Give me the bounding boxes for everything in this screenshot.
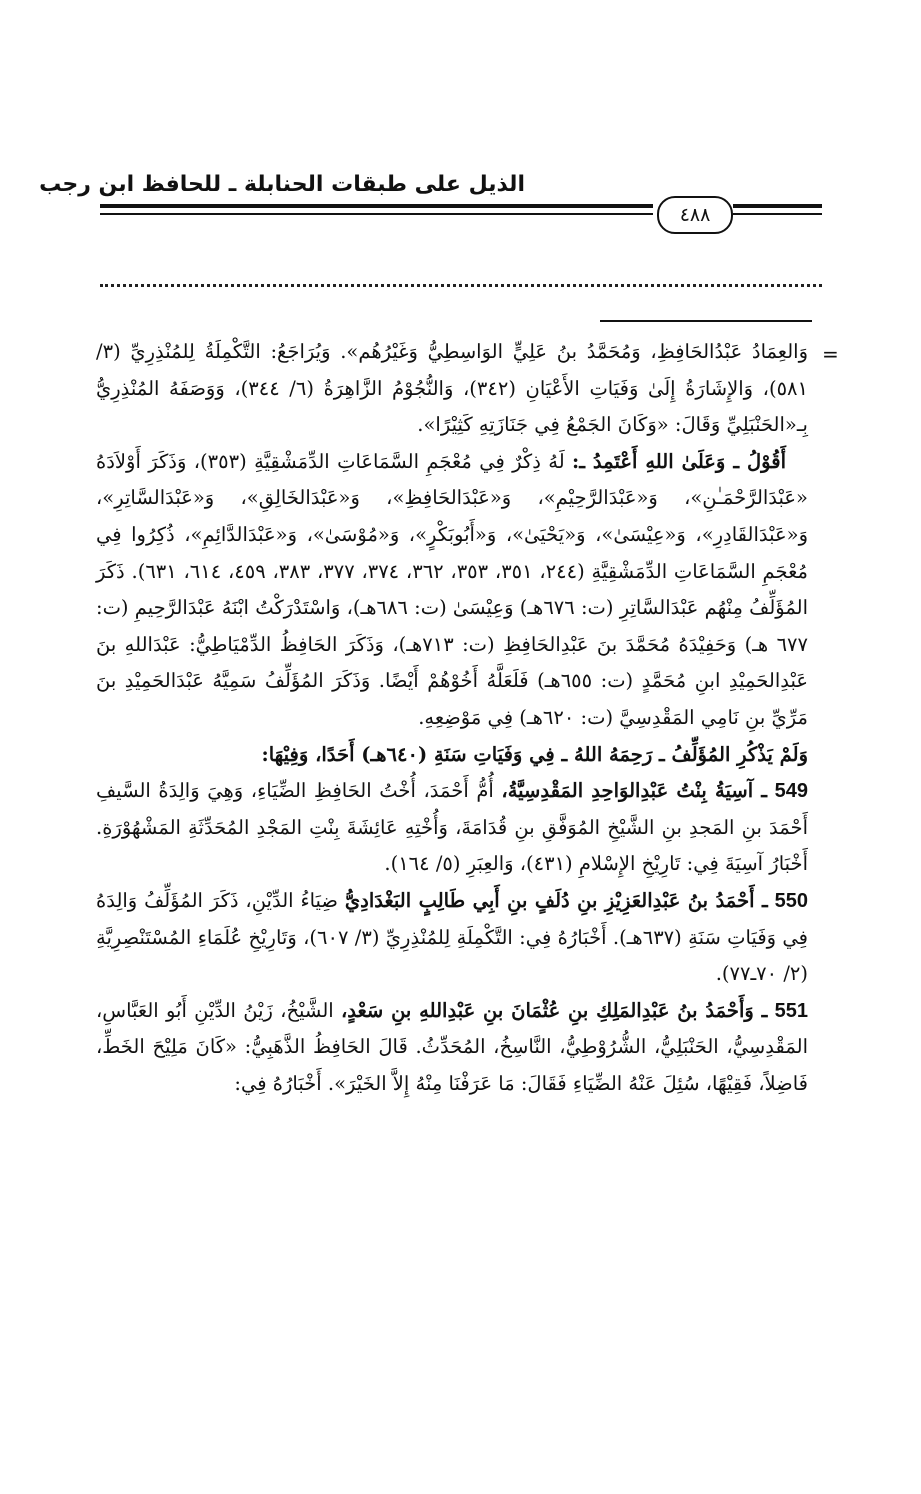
entry-549 bbox=[96, 773, 808, 883]
entry-550 bbox=[96, 883, 808, 993]
continuation-marker: = bbox=[822, 342, 839, 366]
header-rule-right-thin bbox=[733, 213, 822, 215]
entry-number: 551 bbox=[774, 999, 808, 1022]
entry-551 bbox=[96, 993, 808, 1103]
footnote-divider bbox=[600, 320, 812, 322]
dotted-separator bbox=[100, 284, 822, 287]
entry-text: ضِيَاءُ الدِّيْنِ، ذَكَرَ المُؤَلِّفُ وَالِدَهُ فِي وَفَيَاتِ سَنَةِ (٦٣٧هـ). أَخْبَارُهُ فِي: التَّكْمِلَةِ لِلمُنْذِرِيِّ (٣/ ٦٠٧)، وَتَارِيْخِ عُلَمَاءِ المُسْتَنْصِرِيَّةِ (٢/ ٧٠ـ٧٧). bbox=[96, 888, 808, 986]
running-header-title: الذيل على طبقات الحنابلة ـ للحافظ ابن رجب bbox=[39, 172, 525, 197]
header-rule-left bbox=[100, 204, 653, 208]
entry-name: ـ آسِيَةُ بِنْتُ عَبْدِالوَاحِدِ المَقْدِسِيَّةُ، bbox=[501, 779, 768, 803]
author-note-lead: أَقُوْلُ ـ وَعَلَىٰ اللهِ أَعْتَمِدُ ـ: bbox=[572, 449, 786, 473]
entry-number: 549 bbox=[774, 780, 808, 803]
paragraph-year-note: وَلَمْ يَذْكُرِ المُؤَلِّفُ ـ رَحِمَهُ اللهُ ـ فِي وَفَيَاتِ سَنَةِ (٦٤٠هـ) أَحَدًا، وَفِيْهَا: bbox=[261, 742, 808, 766]
entry-number: 550 bbox=[774, 889, 808, 912]
entry-text: الشَّيْخُ، زَيْنُ الدِّيْنِ أَبُو العَبَّاسِ، المَقْدِسِيُّ، الحَنْبَلِيُّ، الشُّرُوْطِيُّ، النَّاسِخُ، المُحَدِّثُ. قَالَ الحَافِظُ الذَّهَبِيُّ: «كَانَ مَلِيْحَ الخَطِّ، فَاضِلاً، فَقِيْهًا، سُئِلَ عَنْهُ الضِّيَاءِ فَقَالَ: مَا عَرَفْنَا مِنْهُ إِلاَّ الخَيْرَ». أَخْبَارُهُ فِي: bbox=[96, 998, 808, 1095]
author-note-text: لَهُ ذِكْرٌ فِي مُعْجَمِ السَّمَاعَاتِ الدِّمَشْقِيَّةِ (٣٥٣)، وَذَكَرَ أَوْلاَدَهُ «عَبْدَالرَّحْمَـٰنِ»، وَ«عَبْدَالرَّحِيْمِ»، وَ«عَبْدَالحَافِظِ»، وَ«عَبْدَالخَالِقِ»، وَ«عَبْدَالسَّاتِرِ»، وَ«عَبْدَالقَادِرِ»، وَ«عِيْسَىٰ»، وَ«يَحْيَىٰ»، وَ«أَبُوبَكْرٍ»، وَ«مُوْسَىٰ»، وَ«عَبْدَالدَّائِمِ»، ذُكِرُوا فِي مُعْجَمِ السَّمَاعَاتِ الدِّمَشْقِيَّةِ (٢٤٤، ٣٥١، ٣٥٣، ٣٦٢، ٣٧٤، ٣٧٧، ٣٨٣، ٤٥٩، ٦١٤، ٦٣١). ذَكَرَ المُؤَلِّفُ مِنْهُم عَبْدَالسَّاتِرِ (ت: ٦٧٦هـ) وَعِيْسَىٰ (ت: ٦٨٦هـ)، وَاسْتَدْرَكْتُ ابْنَهُ عَبْدَالرَّحِيمِ (ت: ٦٧٧ هـ) وَحَفِيْدَهُ مُحَمَّدَ بنَ عَبْدِالحَافِظِ (ت: ٧١٣هـ)، وَذَكَرَ الحَافِظُ الدِّمْيَاطِيُّ: عَبْدَاللهِ بنَ عَبْدِالحَمِيْدِ ابنِ مُحَمَّدٍ (ت: ٦٥٥هـ) فَلَعَلَّهُ أَخُوْهُمْ أَيْضًا. وَذَكَرَ المُؤَلِّفُ سَمِيَّهُ عَبْدَالحَمِيْدِ بنَ مَرِّيِّ بنِ نَامِي المَقْدِسِيَّ (ت: ٦٢٠هـ) فِي مَوْضِعِهِ. bbox=[96, 449, 808, 729]
paragraph-author-note bbox=[96, 444, 808, 737]
body-text bbox=[96, 334, 808, 1102]
paragraph-continuation: وَالعِمَادُ عَبْدُالحَافِظِ، وَمُحَمَّدُ بنُ عَلِيٍّ الوَاسِطِيُّ وَغَيْرُهُم». وَيُرَاجَعُ: التَّكْمِلَةُ لِلمُنْذِرِيِّ (٣/ ٥٨١)، وَالإِشَارَةُ إِلَىٰ وَفَيَاتِ الأَعْيَانِ (٣٤٢)، وَالنُّجُوْمُ الزَّاهِرَةُ (٦/ ٣٤٤)، وَوَصَفَهُ المُنْذِرِيُّ بِـ«الحَنْبَلِيِّ وَقَالَ: «وَكَانَ الجَمْعُ فِي جَنَازَتِهِ كَثِيْرًا». bbox=[96, 340, 808, 437]
page-number-badge: ٤٨٨ bbox=[657, 196, 733, 234]
entry-name: ـ أَحْمَدُ بنُ عَبْدِالعَزِيْزِ بنِ دُلَفٍ بنِ أَبِي طَالِبٍ البَغْدَادِيُّ bbox=[344, 888, 768, 912]
header-rule-right bbox=[733, 204, 822, 208]
entry-name: ـ وَأَحْمَدُ بنُ عَبْدِالمَلِكِ بنِ عُثْمَانَ بنِ عَبْدِاللهِ بنِ سَعْدٍ، bbox=[340, 998, 768, 1022]
entry-text: أُمُّ أَحْمَدَ، أُخْتُ الحَافِظِ الضِّيَاءِ، وَهِيَ وَالِدَةُ السَّيفِ أَحْمَدَ بنِ المَجدِ بنِ الشَّيْخِ المُوَفَّقِ بنِ قُدَامَةَ، وَأُخْتِهِ عَائِشَةَ بِنْتِ المَجْدِ المُحَدِّثَةِ المَشْهُوْرَةِ. أَخْبَارُ آسِيَةَ فِي: تَارِيْخِ الإِسْلامِ (٤٣١)، وَالعِبَرِ (٥/ ١٦٤). bbox=[96, 779, 808, 876]
header-rule-left-thin bbox=[100, 213, 653, 215]
